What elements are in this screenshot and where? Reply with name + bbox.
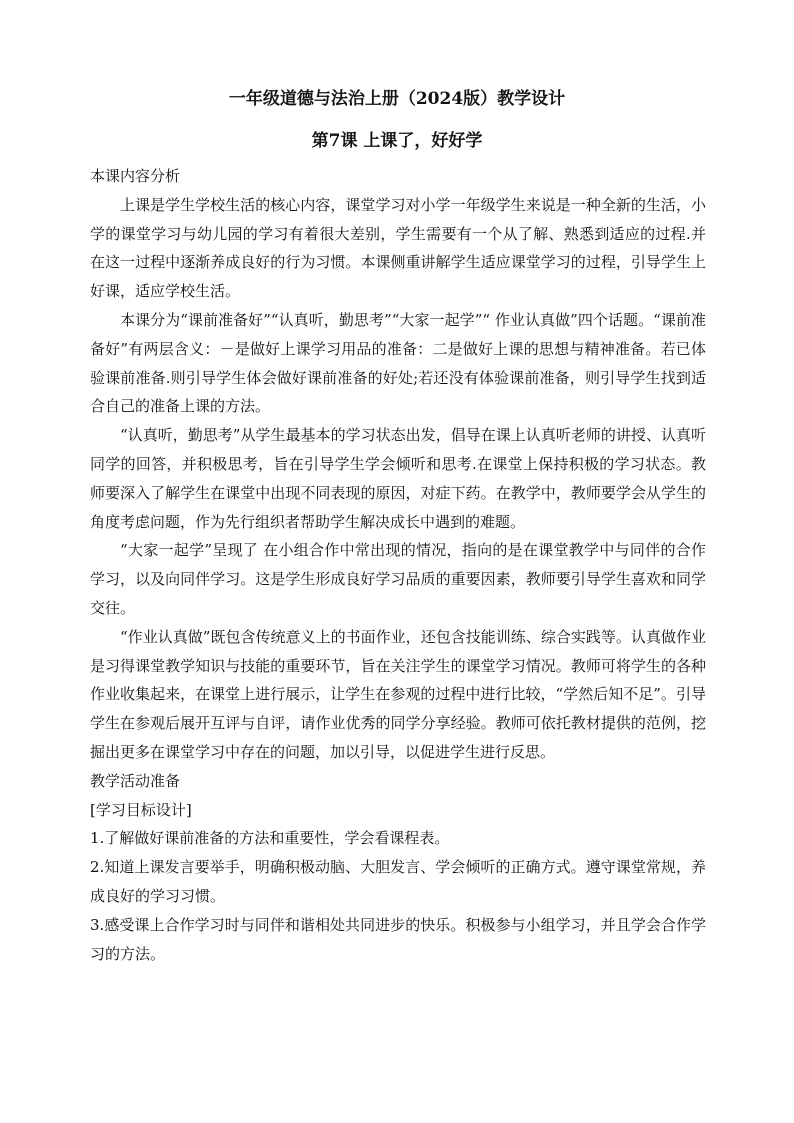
paragraph: “作业认真做”既包含传统意义上的书面作业，还包含技能训练、综合实践等。认真做作业是习得课堂教学知识与技能的重要环节，旨在关注学生的课堂学习情况。教师可将学生的各种作业收集起来，在课堂上进行展示，让学生在参观的过程中进行比较，“学然后知不足”。引导学生在参观后展开互评与自评，请作业优秀的同学分享经验。教师可依托教材提供的范例，挖掘出更多在课堂学习中存在的问题，加以引导，以促进学生进行反思。	[90, 627, 706, 761]
lesson-title: 第7课 上课了，好好学	[311, 131, 483, 151]
objective-item: 2.知道上课发言要举手，明确积极动脑、大胆发言、学会倾听的正确方式。遵守课堂常规，养成良好的学习习惯。	[90, 858, 706, 905]
document-body	[90, 162, 706, 968]
paragraph: 本课分为“课前准备好”“认真听，勤思考”“大家一起学”“ 作业认真做”四个话题。“课前准备好”有两层含义：－是做好上课学习用品的准备：二是做好上课的思想与精神准备。若已体验课前准备.则引导学生体会做好课前准备的好处;若还没有体验课前准备，则引导学生找到适合自己的准备上课的方法。	[90, 310, 706, 416]
paragraph: 上课是学生学校生活的核心内容，课堂学习对小学一年级学生来说是一种全新的生活，小学的课堂学习与幼儿园的学习有着很大差别，学生需要有一个从了解、熟悉到适应的过程.并在这一过程中逐渐养成良好的行为习惯。本课侧重讲解学生适应课堂学习的过程，引导学生上好课，适应学校生活。	[90, 195, 706, 301]
paragraph: “认真听，勤思考”从学生最基本的学习状态出发，倡导在课上认真听老师的讲授、认真听同学的回答，并积极思考，旨在引导学生学会倾听和思考.在课堂上保持积极的学习状态。教师要深入了解学生在课堂中出现不同表现的原因，对症下药。在教学中，教师要学会从学生的角度考虑问题，作为先行组织者帮助学生解决成长中遇到的难题。	[90, 426, 706, 531]
objective-item: 3.感受课上合作学习时与同伴和谐相处共同进步的快乐。积极参与小组学习，并且学会合作学习的方法。	[90, 915, 706, 963]
paragraph: “大家一起学”呈现了 在小组合作中常出现的情况，指向的是在课堂教学中与同伴的合作学习，以及向同伴学习。这是学生形成良好学习品质的重要因素，教师要引导学生喜欢和同学交往。	[90, 541, 706, 617]
subsection-heading-objectives: [学习目标设计]	[90, 800, 192, 819]
document-title: 一年级道德与法治上册（2024版）教学设计	[228, 89, 566, 109]
objective-item: 1.了解做好课前准备的方法和重要性，学会看课程表。	[90, 829, 450, 848]
section-heading-content-analysis: 本课内容分析	[90, 167, 181, 185]
section-heading-activity-prep: 教学活动准备	[90, 771, 181, 790]
